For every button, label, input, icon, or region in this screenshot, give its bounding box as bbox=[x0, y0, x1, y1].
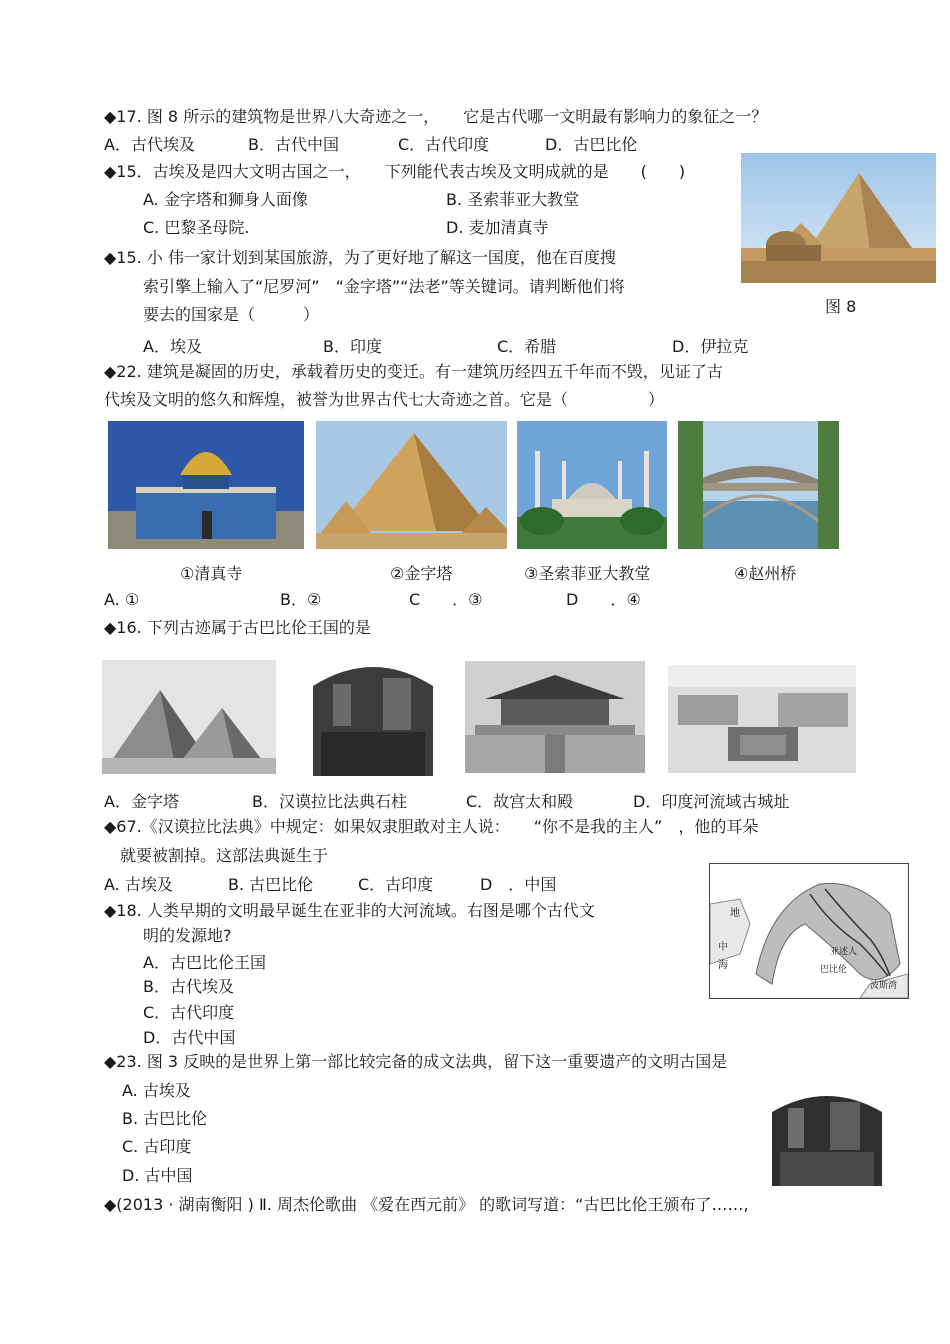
q15b-option-c[interactable]: C．希腊 bbox=[497, 337, 557, 356]
q22-caption-2: ②金字塔 bbox=[390, 564, 453, 583]
q22-option-d[interactable]: D ．④ bbox=[566, 590, 641, 609]
q15a-stem: ◆15．古埃及是四大文明古国之一， 下列能代表古埃及文明成就的是 ( ) bbox=[104, 162, 686, 181]
map-label-zhong: 中 bbox=[718, 942, 728, 953]
q22-stem-line1: ◆22. 建筑是凝固的历史，承载着历史的变迁。有一建筑历经四五千年而不毁，见证了古 bbox=[104, 362, 723, 381]
q23-stem: ◆23. 图 3 反映的是世界上第一部比较完备的成文法典，留下这一重要遗产的文明古国是 bbox=[104, 1052, 728, 1071]
map-label-di: 地 bbox=[730, 908, 740, 919]
q17-option-c[interactable]: C．古代印度 bbox=[398, 135, 490, 154]
q16-option-b[interactable]: B．汉谟拉比法典石柱 bbox=[252, 792, 407, 811]
hagia-sophia-photo bbox=[517, 421, 667, 549]
q18-option-b[interactable]: B．古代埃及 bbox=[143, 977, 234, 996]
indus-ruins-photo bbox=[668, 665, 856, 773]
q15b-stem-line2: 索引擎上输入了“尼罗河” “金字塔”“法老”等关键词。请判断他们将 bbox=[143, 277, 625, 296]
map-label-babylon: 巴比伦 bbox=[820, 965, 848, 975]
figure-8-pyramid-sphinx-photo bbox=[741, 153, 936, 283]
q18-stem-line2: 明的发源地? bbox=[143, 926, 232, 945]
q23-option-d[interactable]: D. 古中国 bbox=[122, 1166, 193, 1185]
q15a-option-d[interactable]: D. 麦加清真寺 bbox=[446, 218, 549, 237]
q15a-option-c[interactable]: C. 巴黎圣母院. bbox=[143, 218, 250, 237]
map-label-assyria: 亚述人 bbox=[830, 947, 858, 957]
bw-pyramids-photo bbox=[102, 660, 276, 774]
q18-option-c[interactable]: C．古代印度 bbox=[143, 1003, 235, 1022]
q67-stem-line2: 就要被割掉。这部法典诞生于 bbox=[120, 846, 329, 865]
q67-option-c[interactable]: C．古印度 bbox=[358, 875, 434, 894]
q-last-stem-line1: ◆(2013 · 湖南衡阳 ) Ⅱ. 周杰伦歌曲 《爱在西元前》 的歌词写道：“古巴比伦王颁布了……, bbox=[104, 1195, 749, 1214]
q23-option-b[interactable]: B. 古巴比伦 bbox=[122, 1109, 208, 1128]
q15b-option-b[interactable]: B．印度 bbox=[323, 337, 382, 356]
hammurabi-stele-figure-3 bbox=[768, 1086, 886, 1186]
figure-8-caption: 图 8 bbox=[825, 297, 857, 316]
q22-option-c[interactable]: C ．③ bbox=[409, 590, 483, 609]
q17-option-d[interactable]: D．古巴比伦 bbox=[545, 135, 638, 154]
q22-caption-1: ①清真寺 bbox=[180, 564, 243, 583]
q22-option-b[interactable]: B．② bbox=[280, 590, 322, 609]
q23-option-c[interactable]: C. 古印度 bbox=[122, 1137, 192, 1156]
pyramid-photo bbox=[316, 421, 507, 549]
q67-stem-line1: ◆67.《汉谟拉比法典》中规定：如果奴隶胆敢对主人说： “你不是我的主人” ，他的耳朵 bbox=[104, 817, 759, 836]
q18-option-d[interactable]: D．古代中国 bbox=[143, 1028, 236, 1047]
mosque-photo bbox=[108, 421, 304, 549]
q16-option-c[interactable]: C．故宫太和殿 bbox=[466, 792, 574, 811]
zhaozhou-bridge-photo bbox=[678, 421, 839, 549]
q22-caption-3: ③圣索菲亚大教堂 bbox=[524, 564, 651, 583]
q23-option-a[interactable]: A. 古埃及 bbox=[122, 1081, 191, 1100]
forbidden-city-photo bbox=[465, 661, 645, 773]
q15b-option-a[interactable]: A．埃及 bbox=[143, 337, 202, 356]
q67-option-d[interactable]: D ．中国 bbox=[480, 875, 557, 894]
map-label-persian-gulf: 波斯湾 bbox=[870, 981, 898, 991]
q17-option-a[interactable]: A．古代埃及 bbox=[104, 135, 195, 154]
q22-option-a[interactable]: A. ① bbox=[104, 590, 140, 609]
q15b-option-d[interactable]: D．伊拉克 bbox=[672, 337, 749, 356]
q67-option-a[interactable]: A. 古埃及 bbox=[104, 875, 173, 894]
q22-caption-4: ④赵州桥 bbox=[734, 564, 797, 583]
q16-option-d[interactable]: D．印度河流域古城址 bbox=[633, 792, 790, 811]
map-label-hai: 海 bbox=[718, 960, 728, 971]
q18-option-a[interactable]: A．古巴比伦王国 bbox=[143, 953, 266, 972]
q67-option-b[interactable]: B. 古巴比伦 bbox=[228, 875, 314, 894]
q22-stem-line2: 代埃及文明的悠久和辉煌，被誉为世界古代七大奇迹之首。它是（ ） bbox=[104, 390, 665, 409]
q15b-stem-line3: 要去的国家是（ ） bbox=[143, 305, 320, 324]
q17-stem: ◆17. 图 8 所示的建筑物是世界八大奇迹之一， 它是古代哪一文明最有影响力的象征之一？ bbox=[104, 107, 768, 126]
q17-option-b[interactable]: B．古代中国 bbox=[248, 135, 339, 154]
q16-stem: ◆16. 下列古迹属于古巴比伦王国的是 bbox=[104, 618, 371, 637]
q18-stem-line1: ◆18. 人类早期的文明最早诞生在亚非的大河流域。右图是哪个古代文 bbox=[104, 901, 595, 920]
q16-option-a[interactable]: A．金字塔 bbox=[104, 792, 179, 811]
hammurabi-stele-photo bbox=[303, 656, 443, 776]
mesopotamia-map bbox=[709, 863, 909, 999]
q15b-stem-line1: ◆15. 小 伟一家计划到某国旅游，为了更好地了解这一国度，他在百度搜 bbox=[104, 248, 616, 267]
q15a-option-b[interactable]: B. 圣索菲亚大教堂 bbox=[446, 190, 580, 209]
q15a-option-a[interactable]: A. 金字塔和狮身人面像 bbox=[143, 190, 308, 209]
